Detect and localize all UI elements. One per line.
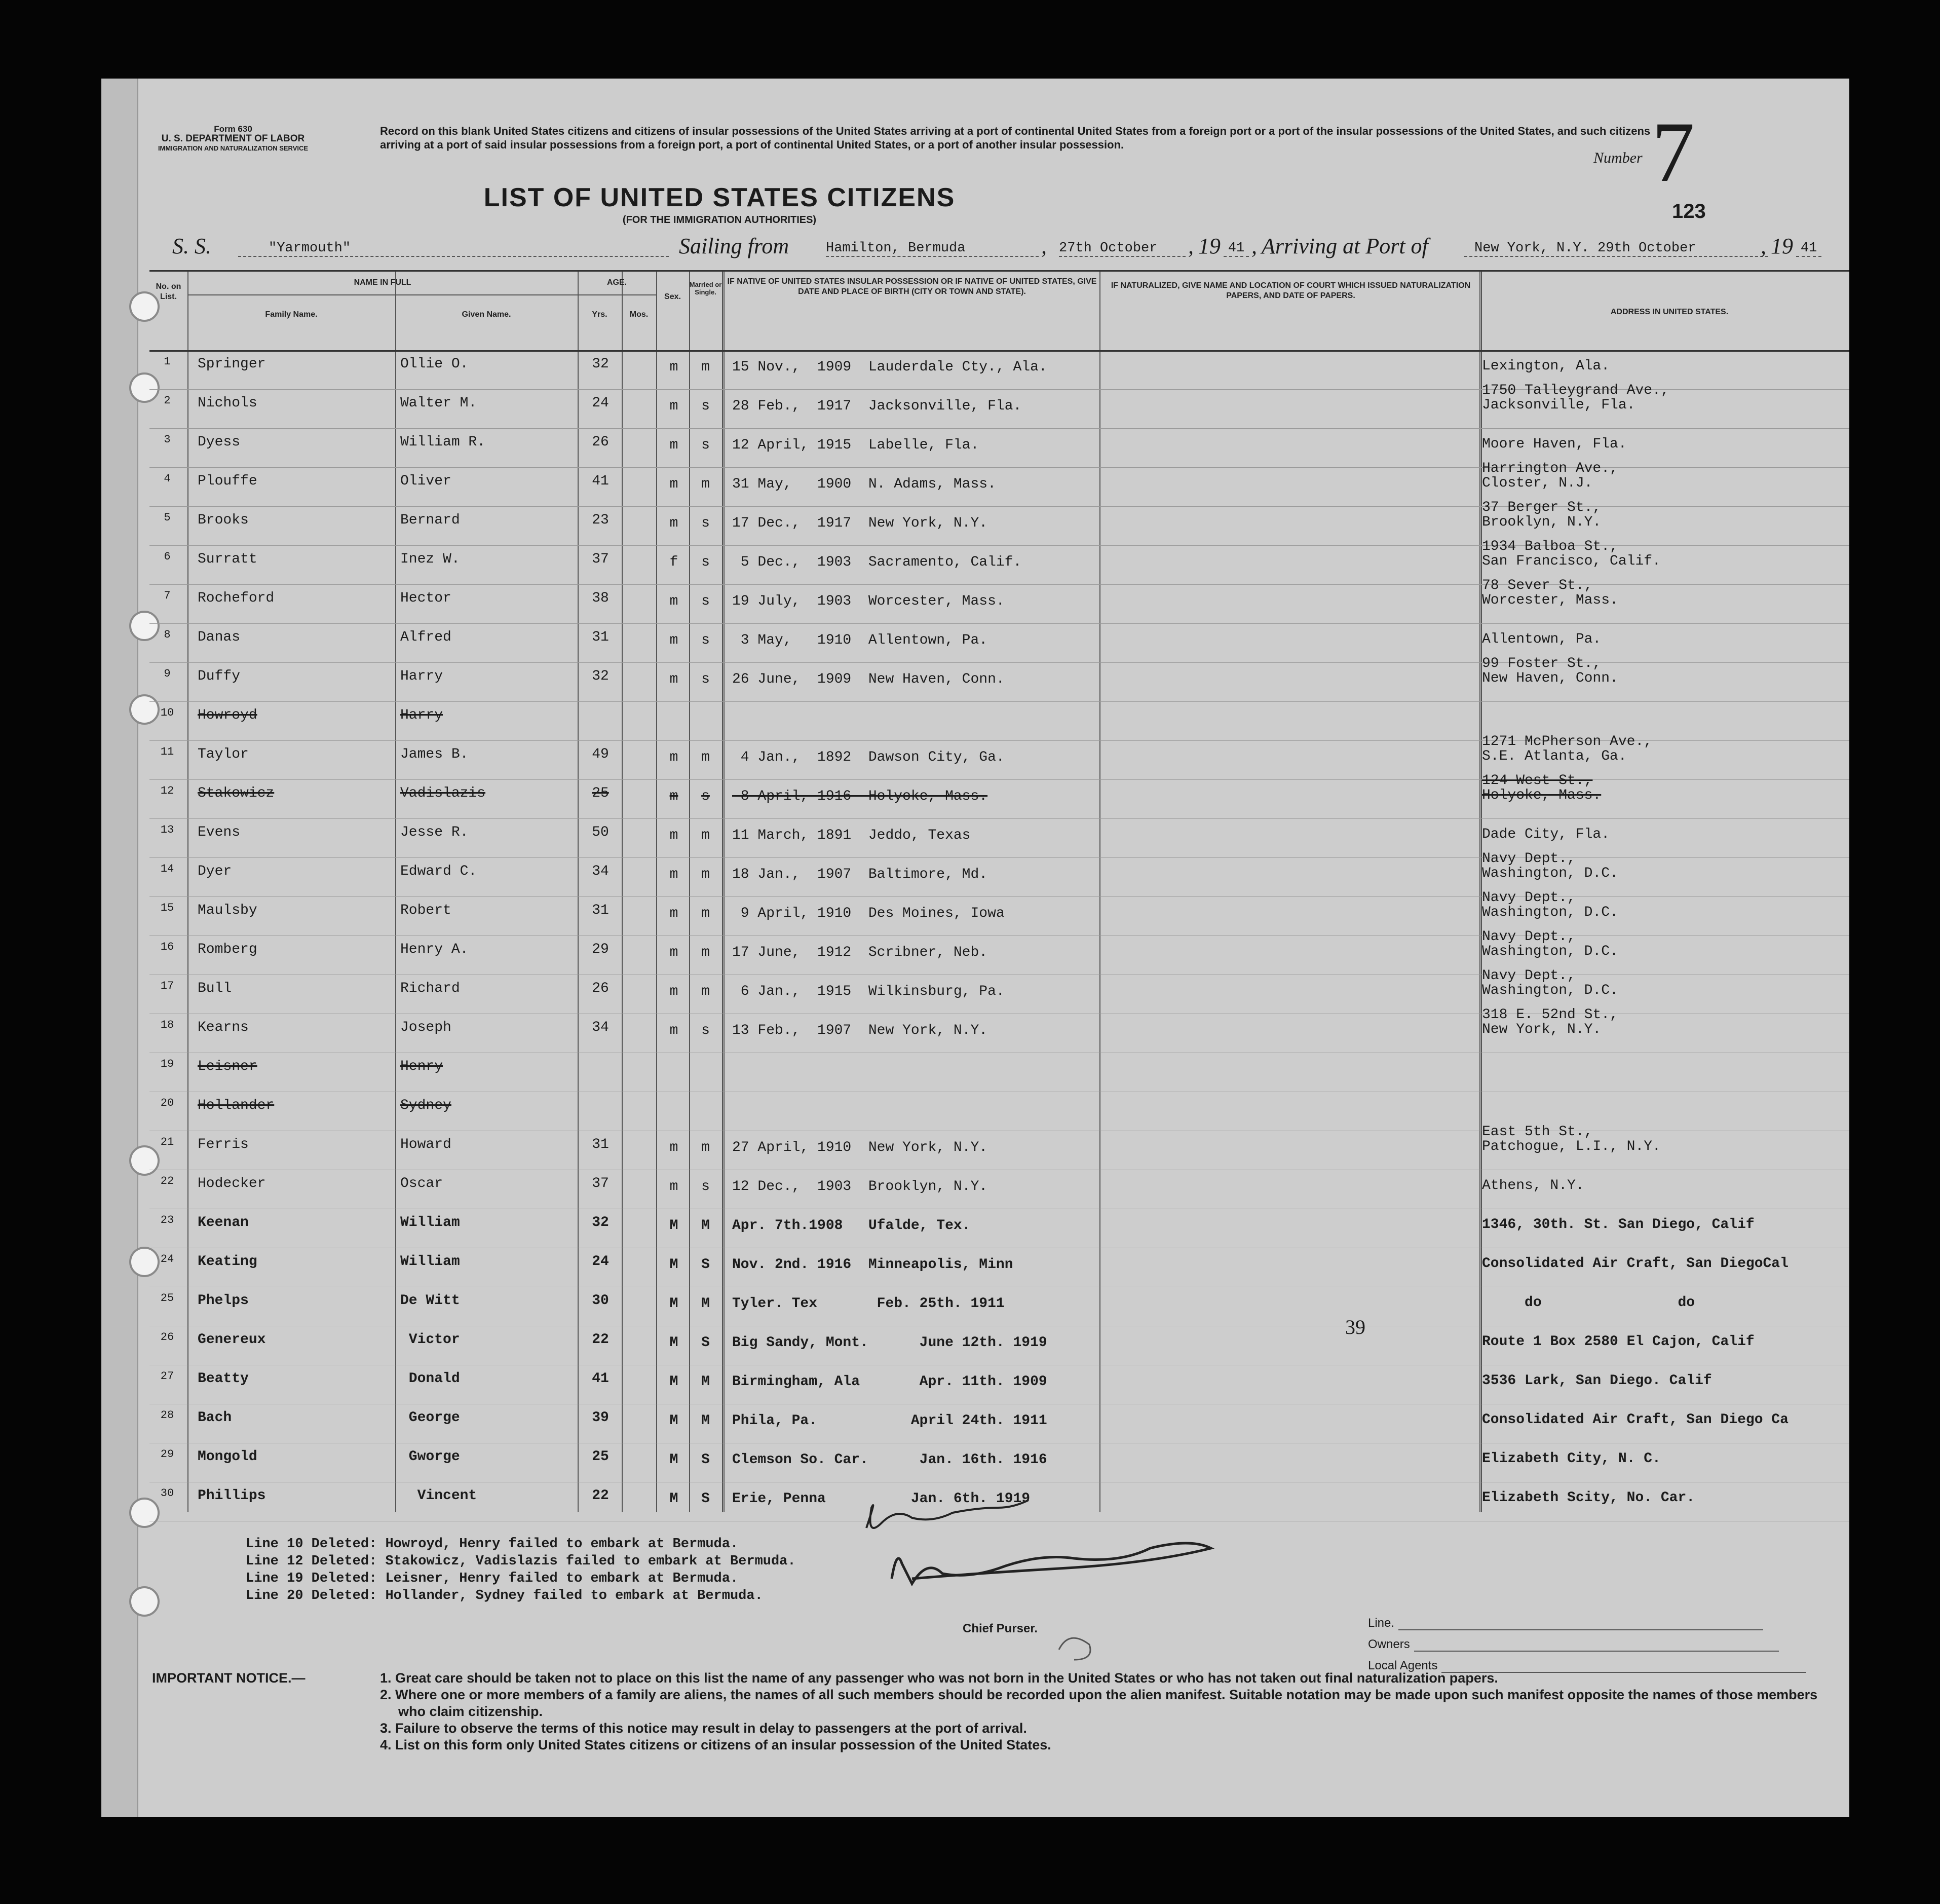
notice-item: 3. Failure to observe the terms of this notice may result in delay to passengers at the port of arrival. [380,1721,1027,1736]
row-number: 1 [164,355,171,368]
sex: M [669,1452,678,1468]
sex: M [669,1491,678,1507]
sailing-date: 27th October [1059,241,1186,257]
sex: m [669,437,678,453]
deleted-note: Line 10 Deleted: Howroyd, Henry failed to embark at Bermuda. [246,1537,739,1552]
birth-date-place: 17 Dec., 1917 New York, N.Y. [732,515,988,531]
marital-status: S [701,1335,710,1351]
us-address: Elizabeth Scity, No. Car. [1482,1490,1695,1506]
family-name: Genereux [198,1332,266,1348]
marital-status: m [701,476,710,492]
sex: M [669,1413,678,1429]
row-number: 7 [164,589,171,602]
family-name: Hodecker [198,1176,266,1191]
age-years: 31 [592,629,609,645]
marital-status: s [701,593,710,609]
row-number: 8 [164,628,171,641]
us-address: 1346, 30th. St. San Diego, Calif [1482,1217,1755,1233]
official-initials-mark [866,1500,1029,1528]
given-name: William [400,1215,460,1230]
sailing-label: Sailing from [679,234,789,258]
us-address: Allentown, Pa. [1482,631,1602,647]
birth-date-place: 9 April, 1910 Des Moines, Iowa [732,906,1005,921]
given-name: Walter M. [400,395,477,411]
family-name: Stakowicz [198,786,275,801]
sex: M [669,1374,678,1390]
sex: m [669,1023,678,1038]
us-address: Elizabeth City, N. C. [1482,1451,1661,1467]
shipping-agents-block [1368,1609,1806,1673]
age-years: 41 [592,473,609,489]
marital-status: s [701,1023,710,1038]
us-address: Consolidated Air Craft, San Diego Ca [1482,1412,1789,1428]
us-address: 99 Foster St., New Haven, Conn. [1482,656,1618,686]
marital-status: s [701,554,710,570]
us-address: Harrington Ave., Closter, N.J. [1482,461,1618,491]
family-name: Rocheford [198,590,275,606]
age-years: 32 [592,1215,609,1230]
given-name: Oscar [400,1176,443,1191]
marital-status: m [701,984,710,999]
marital-status: s [701,789,710,804]
birth-date-place: Erie, Penna Jan. 6th. 1919 [732,1491,1031,1507]
col-header-given: Given Name. [462,310,511,319]
age-years: 31 [592,1137,609,1152]
given-name: Harry [400,668,443,684]
row-number: 4 [164,472,171,485]
marital-status: M [701,1296,710,1312]
us-address: Athens, N.Y. [1482,1178,1584,1193]
marital-status: m [701,359,710,375]
given-name: Robert [400,903,451,918]
row-number: 2 [164,394,171,407]
us-address: Consolidated Air Craft, San DiegoCal [1482,1256,1789,1272]
sex: f [669,554,678,570]
age-years: 37 [592,551,609,567]
number-label: Number [1593,150,1643,166]
us-address: Route 1 Box 2580 El Cajon, Calif [1482,1334,1755,1350]
birth-date-place: 12 Dec., 1903 Brooklyn, N.Y. [732,1179,988,1194]
row-number: 16 [160,941,174,953]
age-years: 30 [592,1293,609,1309]
age-years: 32 [592,356,609,372]
col-header-no: No. on List. [156,282,181,301]
marital-status: m [701,1140,710,1155]
given-name: Richard [400,981,460,996]
marital-status: s [701,632,710,648]
age-years: 24 [592,1254,609,1270]
family-name: Kearns [198,1020,249,1035]
comma-sep: , [1041,234,1047,258]
age-years: 24 [592,395,609,411]
given-name: Oliver [400,473,451,489]
family-name: Evens [198,825,241,840]
row-number: 26 [160,1331,174,1343]
us-address: 124 West St., Holyoke, Mass. [1482,773,1602,803]
notice-item: 4. List on this form only United States citizens or citizens of an insular possession of the United States. [380,1737,1051,1752]
marital-status: m [701,906,710,921]
birth-date-place: 19 July, 1903 Worcester, Mass. [732,593,1005,609]
birth-date-place: Tyler. Tex Feb. 25th. 1911 [732,1296,1005,1312]
us-address: do do [1525,1295,1695,1311]
marital-status: s [701,1179,710,1194]
ship-name: "Yarmouth" [238,241,669,257]
row-number: 10 [160,706,174,719]
row-number: 14 [160,863,174,875]
us-address: Dade City, Fla. [1482,827,1610,842]
notice-items [380,1670,1839,1753]
birth-date-place: 3 May, 1910 Allentown, Pa. [732,632,988,648]
birth-date-place: 6 Jan., 1915 Wilkinsburg, Pa. [732,984,1005,999]
us-address: Moore Haven, Fla. [1482,436,1627,452]
marital-status: M [701,1218,710,1234]
birth-date-place: 8 April, 1916 Holyoke, Mass. [732,789,988,804]
page-subtitle: (FOR THE IMMIGRATION AUTHORITIES) [622,214,817,226]
given-name: Sydney [400,1098,451,1113]
family-name: Springer [198,356,266,372]
age-years: 50 [592,825,609,840]
col-header-name: NAME IN FULL [354,278,411,287]
birth-date-place: Nov. 2nd. 1916 Minneapolis, Minn [732,1257,1013,1273]
age-years: 29 [592,942,609,957]
stamp-mark [1059,1638,1090,1660]
age-years: 32 [592,668,609,684]
marital-status: S [701,1452,710,1468]
family-name: Leisner [198,1059,257,1074]
family-name: Brooks [198,512,249,528]
given-name: Hector [400,590,451,606]
signature-role: Chief Purser. [963,1622,1038,1635]
family-name: Keenan [198,1215,249,1230]
owners-rule [1414,1651,1779,1652]
birth-date-place: Apr. 7th.1908 Ufalde, Tex. [732,1218,971,1234]
notice-item: 1. Great care should be taken not to place on this list the name of any passenger who was not born in the United States or who has not taken out final naturalization papers. [380,1670,1498,1686]
sail-year-prefix: 19 [1198,234,1221,258]
age-years: 39 [592,1410,609,1426]
form-number: Form 630 [214,124,252,134]
age-years: 23 [592,512,609,528]
given-name: Vincent [400,1488,477,1504]
marital-status: m [701,828,710,843]
us-address: Navy Dept., Washington, D.C. [1482,851,1618,881]
age-years: 26 [592,981,609,996]
sex: m [669,1140,678,1155]
sex: m [669,632,678,648]
marital-status: s [701,398,710,414]
us-address: Lexington, Ala. [1482,358,1610,374]
row-number: 28 [160,1409,174,1422]
preamble-text: Record on this blank United States citizens and citizens of insular possessions of the United States arriving at a port of continental United States from a foreign port or a port of the insular possessions of the United States, and such citizens arriving at a port of said insular possessions from a foreign port, a port of continental United States, or a port of another insular possession. [380,125,1651,151]
sex: M [669,1335,678,1351]
us-address: 37 Berger St., Brooklyn, N.Y. [1482,500,1602,530]
arrival-port-date: New York, N.Y. 29th October [1464,241,1768,257]
age-years: 22 [592,1332,609,1348]
birth-date-place: 11 March, 1891 Jeddo, Texas [732,828,971,843]
age-years: 34 [592,864,609,879]
list-number: 7 [1652,104,1695,200]
family-name: Phelps [198,1293,249,1309]
marital-status: M [701,1413,710,1429]
age-years: 49 [592,746,609,762]
given-name: William [400,1254,460,1270]
marital-status: s [701,515,710,531]
col-header-yrs: Yrs. [592,310,607,319]
birth-date-place: 12 April, 1915 Labelle, Fla. [732,437,979,453]
given-name: Alfred [400,629,451,645]
family-name: Plouffe [198,473,257,489]
purser-signature [892,1543,1211,1584]
family-name: Bach [198,1410,232,1426]
age-years: 41 [592,1371,609,1387]
sex: m [669,750,678,765]
family-name: Maulsby [198,903,257,918]
us-address: 318 E. 52nd St., New York, N.Y. [1482,1007,1618,1037]
birth-date-place: 18 Jan., 1907 Baltimore, Md. [732,867,988,882]
row-number: 22 [160,1175,174,1187]
sailing-year: 41 [1224,241,1249,257]
sex: m [669,515,678,531]
marital-status: m [701,945,710,960]
age-years: 22 [592,1488,609,1504]
row-number: 30 [160,1487,174,1500]
comma-sep: , [1761,234,1766,258]
col-header-family: Family Name. [265,310,318,319]
age-years: 25 [592,1449,609,1465]
marital-status: m [701,867,710,882]
sex: m [669,984,678,999]
col-header-age: AGE. [606,278,627,287]
family-name: Hollander [198,1098,275,1113]
given-name: James B. [400,746,469,762]
local-agents-label: Local Agents [1368,1659,1438,1672]
owners-label: Owners [1368,1637,1410,1651]
birth-date-place: 17 June, 1912 Scribner, Neb. [732,945,988,960]
us-address: Navy Dept., Washington, D.C. [1482,890,1618,920]
row-number: 18 [160,1019,174,1031]
family-name: Keating [198,1254,257,1270]
sex: m [669,867,678,882]
sex: m [669,593,678,609]
comma-sep: , [1251,234,1257,258]
arrive-year-prefix: 19 [1771,234,1793,258]
age-years: 34 [592,1020,609,1035]
col-header-married: Married or Single. [689,281,722,296]
us-address: 1934 Balboa St., San Francisco, Calif. [1482,539,1661,569]
sex: m [669,359,678,375]
row-number: 19 [160,1058,174,1070]
comma-sep: , [1188,234,1194,258]
marital-status: s [701,437,710,453]
given-name: Jesse R. [400,825,469,840]
sex: m [669,398,678,414]
us-address: 1271 McPherson Ave., S.E. Atlanta, Ga. [1482,734,1653,764]
age-years: 26 [592,434,609,450]
row-number: 6 [164,550,171,563]
marital-status: S [701,1257,710,1273]
department-name: U. S. DEPARTMENT OF LABOR [161,133,305,144]
row-number: 3 [164,433,171,446]
notice-label: IMPORTANT NOTICE.— [152,1670,306,1686]
family-name: Bull [198,981,232,996]
birth-date-place: 13 Feb., 1907 New York, N.Y. [732,1023,988,1038]
us-address: East 5th St., Patchogue, L.I., N.Y. [1482,1124,1661,1154]
birth-date-place: 5 Dec., 1903 Sacramento, Calif. [732,554,1022,570]
marital-status: m [701,750,710,765]
family-name: Ferris [198,1137,249,1152]
arrival-year: 41 [1796,241,1821,257]
us-address: 1750 Talleygrand Ave., Jacksonville, Fla. [1482,383,1669,413]
sex: M [669,1257,678,1273]
row-number: 9 [164,667,171,680]
given-name: Vadislazis [400,786,486,801]
given-name: Donald [400,1371,460,1387]
birth-date-place: Big Sandy, Mont. June 12th. 1919 [732,1335,1047,1351]
marital-status: s [701,671,710,687]
family-name: Dyer [198,864,232,879]
family-name: Taylor [198,746,249,762]
family-name: Phillips [198,1488,266,1504]
row-number: 25 [160,1292,174,1304]
given-name: Henry A. [400,942,469,957]
family-name: Danas [198,629,241,645]
sex: m [669,906,678,921]
col-header-address: ADDRESS IN UNITED STATES. [1610,308,1729,316]
sex: M [669,1296,678,1312]
given-name: Howard [400,1137,451,1152]
family-name: Romberg [198,942,257,957]
age-years: 31 [592,903,609,918]
col-header-mos: Mos. [629,310,649,319]
page-title: LIST OF UNITED STATES CITIZENS [483,183,956,212]
given-name: Ollie O. [400,356,469,372]
col-header-naturalized: IF NATURALIZED, GIVE NAME AND LOCATION OF COURT WHICH ISSUED NATURALIZATION PAPERS, AND DATE OF PAPERS. [1111,281,1471,300]
given-name: Victor [400,1332,460,1348]
sex: m [669,828,678,843]
handwritten-marks [101,79,1849,1817]
age-years: 38 [592,590,609,606]
birth-date-place: 27 April, 1910 New York, N.Y. [732,1140,988,1155]
ss-label: S. S. [172,234,211,258]
family-name: Duffy [198,668,241,684]
sex: M [669,1218,678,1234]
birth-date-place: Phila, Pa. April 24th. 1911 [732,1413,1047,1429]
line-rule [1398,1629,1763,1630]
row-number: 5 [164,511,171,524]
row-number: 21 [160,1136,174,1148]
family-name: Nichols [198,395,257,411]
page-number: 123 [1672,200,1706,222]
sex: m [669,1179,678,1194]
line-label: Line. [1368,1616,1395,1630]
given-name: Gworge [400,1449,460,1465]
us-address: 3536 Lark, San Diego. Calif [1482,1373,1712,1389]
family-name: Dyess [198,434,241,450]
birth-date-place: 28 Feb., 1917 Jacksonville, Fla. [732,398,1022,414]
row-number: 29 [160,1448,174,1461]
agents-row-owners [1368,1630,1806,1652]
age-years: 25 [592,786,609,801]
given-name: Bernard [400,512,460,528]
sex: m [669,476,678,492]
deleted-note: Line 19 Deleted: Leisner, Henry failed to embark at Bermuda. [246,1571,739,1586]
naturalization-note: 39 [1345,1316,1365,1338]
given-name: Inez W. [400,551,460,567]
us-address: Navy Dept., Washington, D.C. [1482,968,1618,998]
sailing-port: Hamilton, Bermuda [826,241,1039,257]
family-name: Howroyd [198,707,257,723]
marital-status: M [701,1374,710,1390]
arriving-label: Arriving at Port of [1262,234,1428,258]
family-name: Surratt [198,551,257,567]
given-name: Edward C. [400,864,477,879]
row-number: 13 [160,824,174,836]
birth-date-place: Clemson So. Car. Jan. 16th. 1916 [732,1452,1047,1468]
row-number: 15 [160,902,174,914]
deleted-note: Line 20 Deleted: Hollander, Sydney failed to embark at Bermuda. [246,1588,763,1603]
row-number: 17 [160,980,174,992]
notice-item: 2. Where one or more members of a family are aliens, the names of all such members should be recorded upon the alien manifest. Suitable notation may be made upon such manifest opposite the names of those members who claim citizenship. [380,1687,1818,1719]
birth-date-place: 15 Nov., 1909 Lauderdale Cty., Ala. [732,359,1047,375]
row-number: 12 [160,785,174,797]
deleted-note: Line 12 Deleted: Stakowicz, Vadislazis failed to embark at Bermuda. [246,1554,796,1569]
service-name: IMMIGRATION AND NATURALIZATION SERVICE [158,144,309,152]
given-name: Joseph [400,1020,451,1035]
birth-date-place: 26 June, 1909 New Haven, Conn. [732,671,1005,687]
given-name: Harry [400,707,443,723]
birth-date-place: 4 Jan., 1892 Dawson City, Ga. [732,750,1005,765]
us-address: Navy Dept., Washington, D.C. [1482,929,1618,959]
family-name: Beatty [198,1371,249,1387]
col-header-birth: IF NATIVE OF UNITED STATES INSULAR POSSESSION OR IF NATIVE OF UNITED STATES, GIVE DATE AND PLACE OF BIRTH (CITY OR TOWN AND STATE). [727,277,1097,296]
row-number: 27 [160,1370,174,1383]
given-name: George [400,1410,460,1426]
age-years: 37 [592,1176,609,1191]
row-number: 11 [160,745,174,758]
agents-row-line [1368,1609,1806,1630]
birth-date-place: 31 May, 1900 N. Adams, Mass. [732,476,996,492]
row-number: 24 [160,1253,174,1265]
given-name: William R. [400,434,486,450]
family-name: Mongold [198,1449,257,1465]
sex: m [669,671,678,687]
us-address: 78 Sever St., Worcester, Mass. [1482,578,1618,608]
given-name: De Witt [400,1293,460,1309]
manifest-sheet [101,79,1849,1817]
birth-date-place: Birmingham, Ala Apr. 11th. 1909 [732,1374,1047,1390]
row-number: 20 [160,1097,174,1109]
marital-status: S [701,1491,710,1507]
given-name: Henry [400,1059,443,1074]
sex: m [669,945,678,960]
col-header-sex: Sex. [664,292,681,301]
sex: m [669,789,678,804]
row-number: 23 [160,1214,174,1226]
